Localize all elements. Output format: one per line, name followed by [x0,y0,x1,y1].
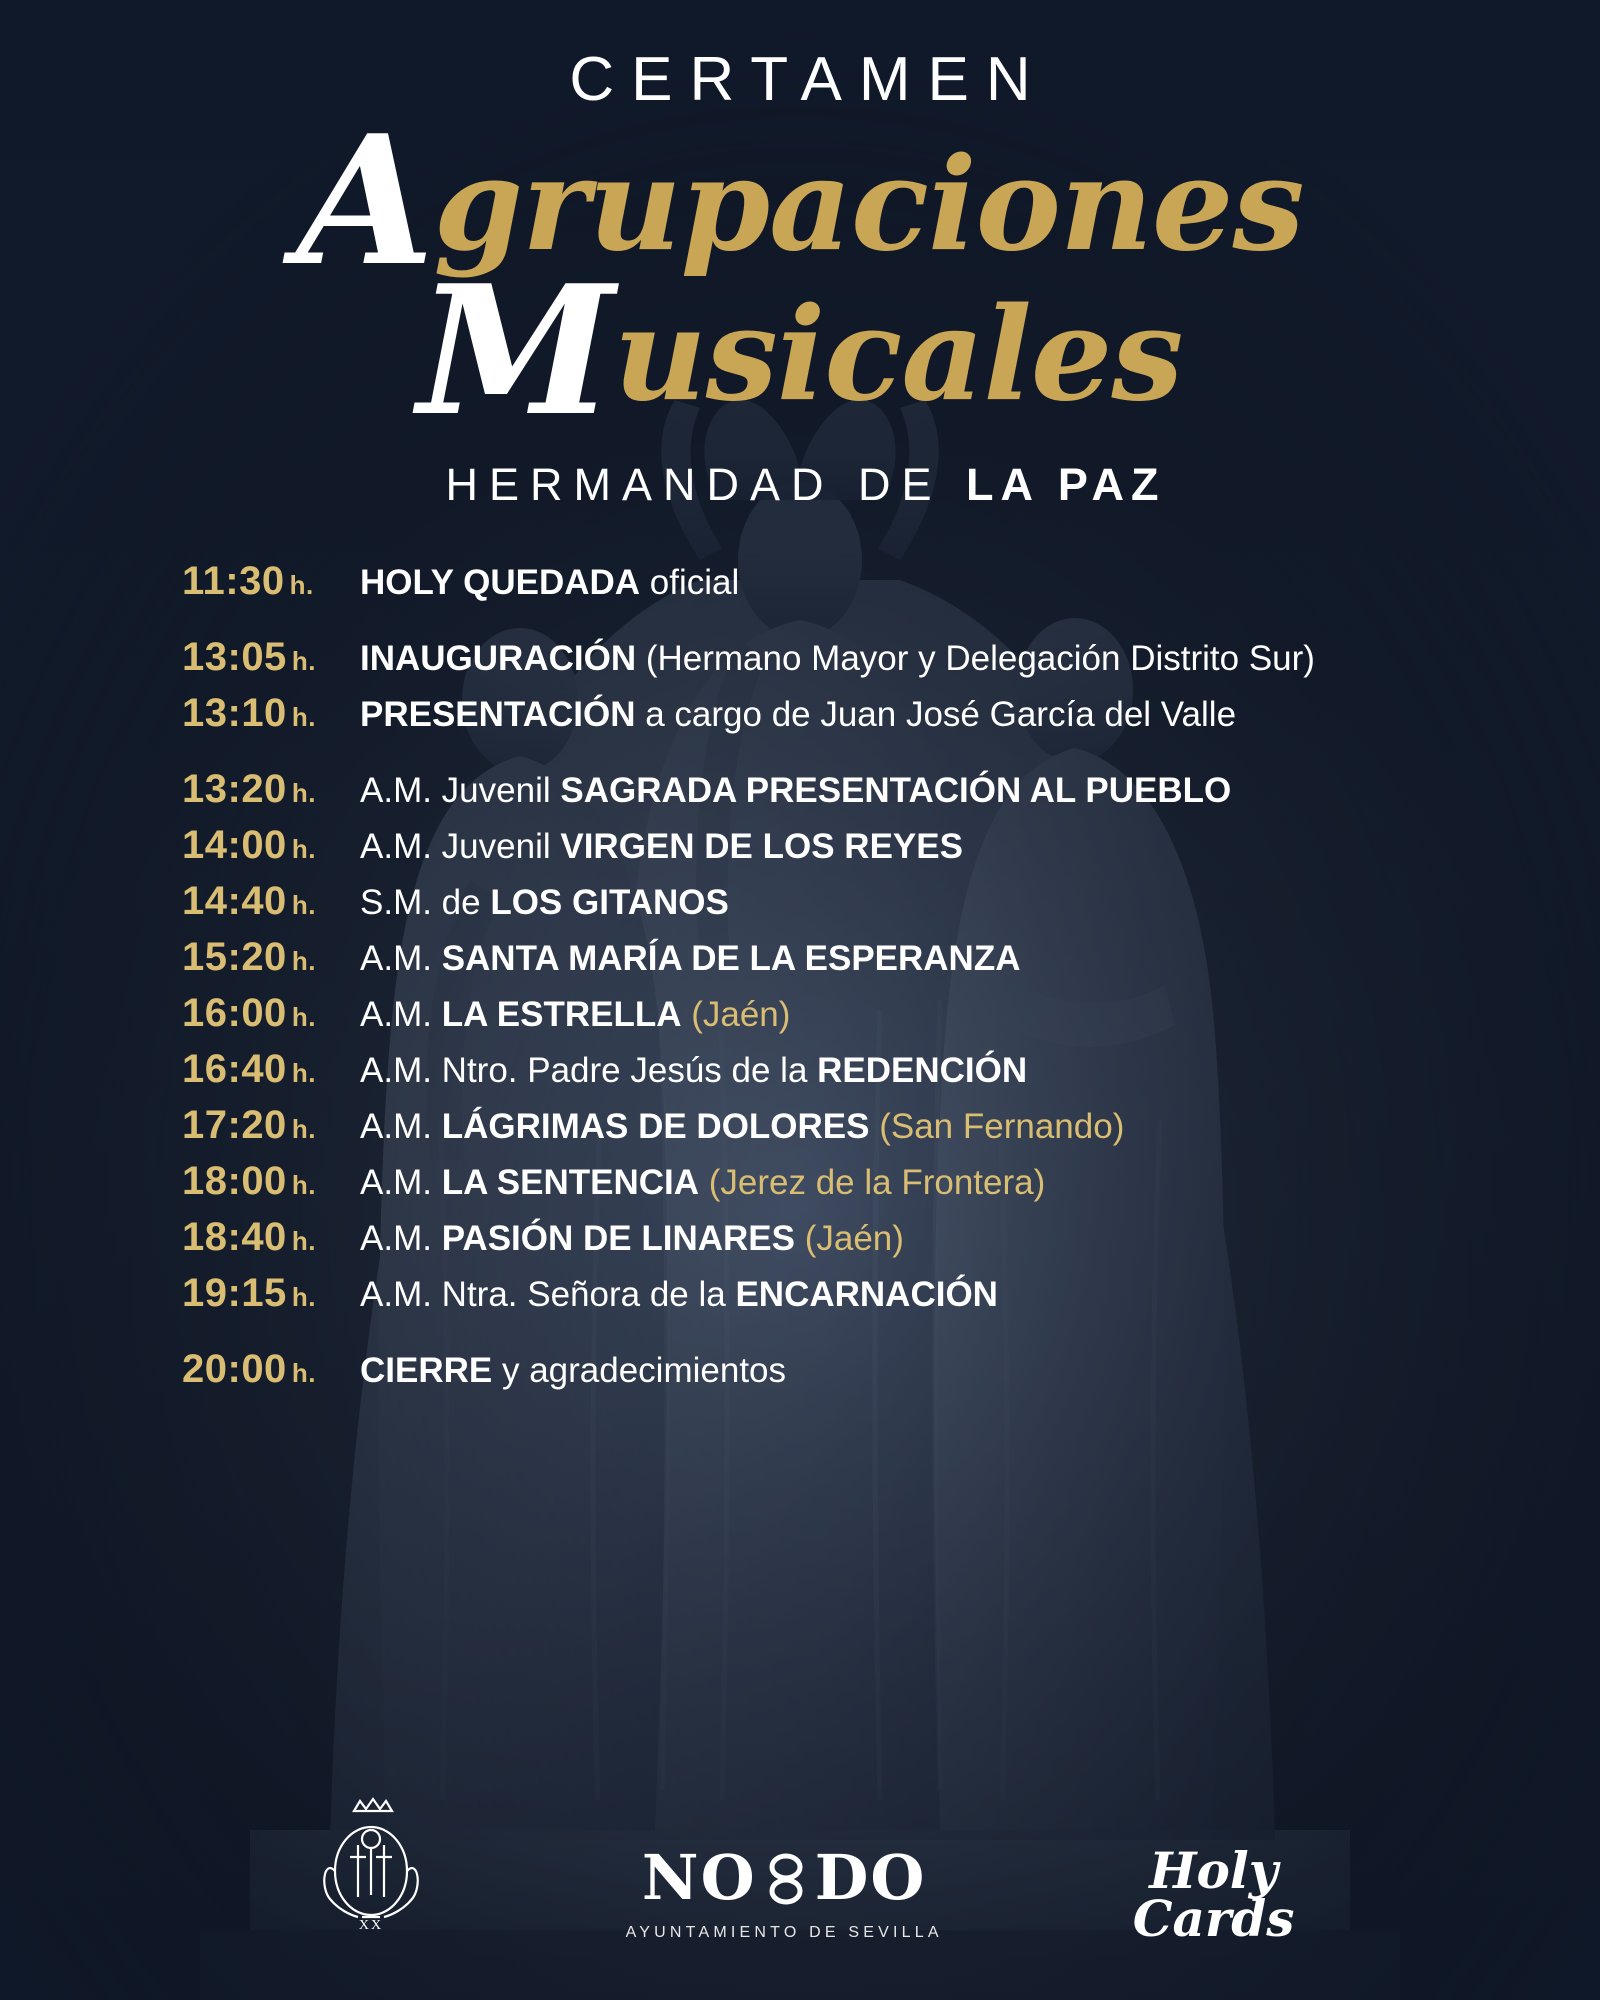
schedule-time: 13:20 h. [182,767,316,811]
schedule-time: 16:40 h. [182,1047,316,1091]
schedule-time: 20:00 h. [182,1347,316,1391]
svg-text:XX: XX [358,1918,383,1933]
schedule-row [0,692,1600,734]
title-line-1-rest: grupaciones [433,130,1304,280]
title-line-1 [0,96,1600,305]
schedule-row [0,636,1600,678]
hermandad-crest-icon [306,1787,436,1937]
schedule-text: A.M. LÁGRIMAS DE DOLORES (San Fernando) [360,1107,1125,1146]
hermandad-crest-logo [306,1787,436,1942]
title-line-2-rest: usicales [613,279,1183,430]
schedule-time: 14:00 h. [182,823,316,867]
title-line-1-initial: A [296,96,434,305]
schedule-row [0,768,1600,810]
schedule-text: A.M. Juvenil SAGRADA PRESENTACIÓN AL PUEBLO [360,771,1232,810]
nosdo-wordmark [626,1841,943,1914]
title-line-2-initial: M [417,245,614,455]
nosdo-do: DO [814,1841,927,1914]
schedule-row [0,1216,1600,1258]
schedule-time: 13:05 h. [182,635,316,679]
schedule-list [0,560,1600,1404]
schedule-row [0,1348,1600,1390]
schedule-text: INAUGURACIÓN (Hermano Mayor y Delegación Distrito Sur) [360,639,1315,678]
schedule-text: CIERRE y agradecimientos [360,1351,787,1390]
schedule-time: 18:40 h. [182,1215,316,1259]
schedule-time: 13:10 h. [182,691,316,735]
schedule-row [0,1272,1600,1314]
schedule-time: 11:30 h. [182,559,314,603]
schedule-text: A.M. LA SENTENCIA (Jerez de la Frontera) [360,1163,1046,1202]
nosdo-no: NO [641,1841,757,1914]
schedule-row [0,1048,1600,1090]
schedule-row [0,560,1600,602]
subtitle-strong: LA PAZ [966,458,1166,510]
schedule-time: 19:15 h. [182,1271,316,1315]
subtitle-prefix: HERMANDAD DE [445,458,943,510]
schedule-time: 18:00 h. [182,1159,316,1203]
nosdo-logo [626,1841,943,1942]
holy-cards-line-2: Cards [1132,1888,1295,1948]
kicker-certamen: CERTAMEN [569,45,1048,114]
schedule-time: 14:40 h. [182,879,316,923]
schedule-time: 15:20 h. [182,935,316,979]
schedule-text: A.M. Ntra. Señora de la ENCARNACIÓN [360,1275,998,1314]
schedule-row [0,936,1600,978]
schedule-text: A.M. SANTA MARÍA DE LA ESPERANZA [360,939,1021,978]
schedule-text: A.M. LA ESTRELLA (Jaén) [360,995,791,1034]
schedule-text: PRESENTACIÓN a cargo de Juan José García del Valle [360,695,1237,734]
schedule-text: A.M. PASIÓN DE LINARES (Jaén) [360,1219,904,1258]
holy-cards-logo [1132,1841,1295,1948]
schedule-time: 16:00 h. [182,991,316,1035]
nosdo-knot-icon [757,1853,815,1905]
schedule-text: A.M. Ntro. Padre Jesús de la REDENCIÓN [360,1051,1028,1090]
schedule-row [0,1160,1600,1202]
schedule-text: A.M. Juvenil VIRGEN DE LOS REYES [360,827,963,866]
schedule-time: 17:20 h. [182,1103,316,1147]
holy-cards-line-1: Holy [1149,1841,1278,1900]
schedule-row [0,1104,1600,1146]
schedule-row [0,880,1600,922]
footer-logos [0,1787,1600,1948]
title-line-2 [0,245,1600,455]
nosdo-subtitle: AYUNTAMIENTO DE SEVILLA [625,1924,943,1941]
schedule-text: S.M. de LOS GITANOS [360,883,729,922]
schedule-text: HOLY QUEDADA oficial [360,563,740,602]
poster-header [0,0,1600,511]
schedule-row [0,824,1600,866]
subtitle [0,459,1600,511]
schedule-row [0,992,1600,1034]
